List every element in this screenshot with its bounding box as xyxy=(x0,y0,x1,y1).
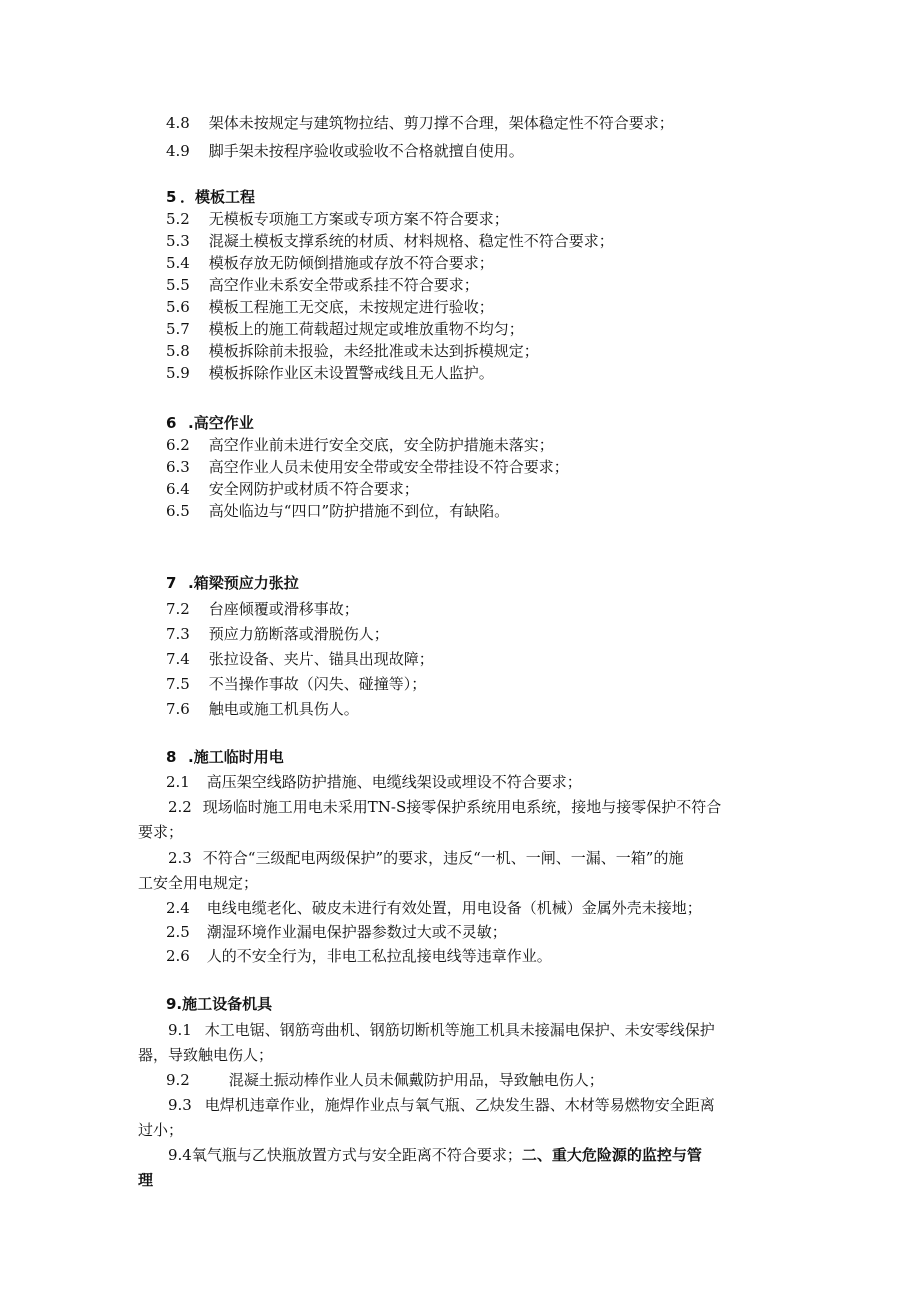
line-9-1-cont: 器，导致触电伤人； xyxy=(138,1046,274,1064)
line-6-5: 6.5 高处临边与“四口”防护措施不到位，有缺陷。 xyxy=(166,502,510,520)
line-9-4: 9.4氧气瓶与乙快瓶放置方式与安全距离不符合要求；二、重大危险源的监控与管 xyxy=(168,1146,702,1164)
line-8-2-5: 2.5 潮湿环境作业漏电保护器参数过大或不灵敏； xyxy=(166,923,507,941)
line-5-4: 5.4 模板存放无防倾倒措施或存放不符合要求； xyxy=(166,254,494,272)
section-5-heading: 5 ．模板工程 xyxy=(166,188,256,206)
line-5-3: 5.3 混凝土模板支撑系统的材质、材料规格、稳定性不符合要求； xyxy=(166,232,614,250)
line-5-6: 5.6 模板工程施工无交底，未按规定进行验收； xyxy=(166,298,494,316)
line-4-8: 4.8 架体未按规定与建筑物拉结、剪刀撑不合理，架体稳定性不符合要求； xyxy=(166,114,674,132)
section-8-heading: 8 .施工临时用电 xyxy=(166,748,284,766)
line-9-3: 9.3 电焊机违章作业，施焊作业点与氧气瓶、乙炔发生器、木材等易燃物安全距离 xyxy=(168,1096,715,1114)
line-9-2: 9.2 混凝土振动棒作业人员未佩戴防护用品，导致触电伤人； xyxy=(166,1071,604,1089)
line-7-2: 7.2 台座倾覆或滑移事故； xyxy=(166,600,359,618)
line-9-3-cont: 过小； xyxy=(138,1121,184,1139)
section-7-heading: 7 .箱梁预应力张拉 xyxy=(166,574,299,592)
line-7-6: 7.6 触电或施工机具伤人。 xyxy=(166,700,359,718)
line-7-3: 7.3 预应力筋断落或滑脱伤人； xyxy=(166,625,389,643)
line-5-7: 5.7 模板上的施工荷载超过规定或堆放重物不均匀； xyxy=(166,320,524,338)
line-5-8: 5.8 模板拆除前未报验，未经批准或未达到拆模规定； xyxy=(166,342,539,360)
next-section-heading-cont: 理 xyxy=(138,1171,154,1189)
line-6-2: 6.2 高空作业前未进行安全交底，安全防护措施未落实； xyxy=(166,436,554,454)
line-7-5: 7.5 不当操作事故（闪失、碰撞等）； xyxy=(166,675,427,693)
line-8-2-6: 2.6 人的不安全行为，非电工私拉乱接电线等违章作业。 xyxy=(166,947,552,965)
line-8-2-2-cont: 要求； xyxy=(138,823,184,841)
line-8-2-2: 2.2 现场临时施工用电未采用TN-S接零保护系统用电系统，接地与接零保护不符合 xyxy=(168,798,722,816)
line-6-4: 6.4 安全网防护或材质不符合要求； xyxy=(166,480,419,498)
line-5-5: 5.5 高空作业未系安全带或系挂不符合要求； xyxy=(166,276,479,294)
line-7-4: 7.4 张拉设备、夹片、锚具出现故障； xyxy=(166,650,434,668)
line-4-9: 4.9 脚手架未按程序验收或验收不合格就擅自使用。 xyxy=(166,142,524,160)
next-section-heading: 二、重大危险源的监控与管 xyxy=(521,1146,702,1164)
section-9-heading: 9.施工设备机具 xyxy=(166,995,273,1013)
line-8-2-1: 2.1 高压架空线路防护措施、电缆线架设或埋设不符合要求； xyxy=(166,773,582,791)
line-8-2-3-cont: 工安全用电规定； xyxy=(138,874,259,892)
line-8-2-3: 2.3 不符合“三级配电两级保护”的要求，违反“一机、一闸、一漏、一箱”的施 xyxy=(168,849,684,867)
line-5-9: 5.9 模板拆除作业区未设置警戒线且无人监护。 xyxy=(166,364,494,382)
section-6-heading: 6 .高空作业 xyxy=(166,414,254,432)
line-9-1: 9.1 木工电锯、钢筋弯曲机、钢筋切断机等施工机具未接漏电保护、未安零线保护 xyxy=(168,1021,715,1039)
line-5-2: 5.2 无模板专项施工方案或专项方案不符合要求； xyxy=(166,210,509,228)
line-6-3: 6.3 高空作业人员未使用安全带或安全带挂设不符合要求； xyxy=(166,458,569,476)
line-8-2-4: 2.4 电线电缆老化、破皮未进行有效处置，用电设备（机械）金属外壳未接地； xyxy=(166,899,702,917)
